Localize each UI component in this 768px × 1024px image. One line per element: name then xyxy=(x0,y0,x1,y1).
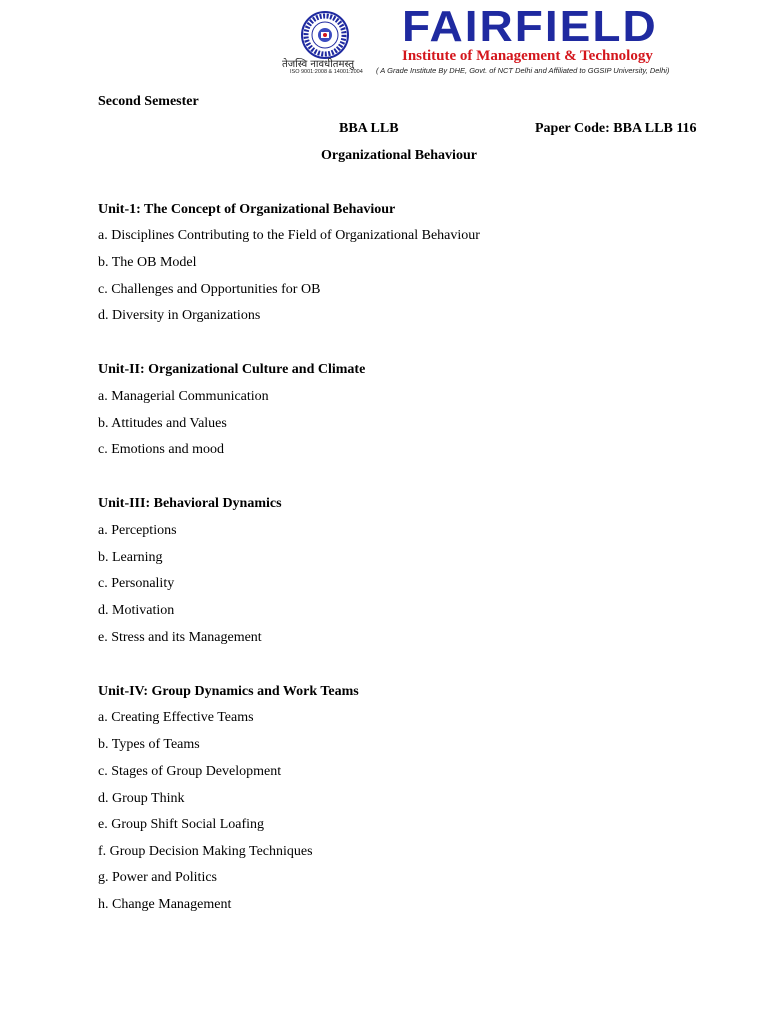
unit-item: b. Types of Teams xyxy=(98,737,200,752)
unit-item: h. Change Management xyxy=(98,897,232,912)
unit-item: c. Emotions and mood xyxy=(98,442,224,457)
unit-item: e. Group Shift Social Loafing xyxy=(98,817,265,832)
institute-seal-icon xyxy=(300,10,350,60)
unit-item: b. Attitudes and Values xyxy=(98,416,227,431)
unit-item: c. Challenges and Opportunities for OB xyxy=(98,282,321,297)
unit-item: b. The OB Model xyxy=(98,255,197,270)
unit-item: a. Creating Effective Teams xyxy=(98,710,254,725)
paper-code: Paper Code: BBA LLB 116 xyxy=(535,121,697,136)
unit-heading: Unit-III: Behavioral Dynamics xyxy=(98,496,282,511)
unit-heading: Unit-1: The Concept of Organizational Behaviour xyxy=(98,202,396,217)
unit-heading: Unit-II: Organizational Culture and Climate xyxy=(98,362,366,377)
unit-item: d. Motivation xyxy=(98,603,175,618)
unit-item: e. Stress and its Management xyxy=(98,630,262,645)
unit-item: d. Group Think xyxy=(98,791,185,806)
iso-certification: ISO 9001:2008 & 14001:2004 xyxy=(290,69,363,75)
unit-item: g. Power and Politics xyxy=(98,870,217,885)
unit-item: c. Stages of Group Development xyxy=(98,764,282,779)
institute-motto: तेजस्वि नावधीतमस्तु xyxy=(282,59,355,70)
unit-item: b. Learning xyxy=(98,550,163,565)
institute-brand: FAIRFIELD xyxy=(402,1,658,51)
unit-item: a. Disciplines Contributing to the Field of Organizational Behaviour xyxy=(98,228,480,243)
institute-grade-line: ( A Grade Institute By DHE, Govt. of NCT Delhi and Affiliated to GGSIP University, Delhi) xyxy=(376,66,670,75)
unit-item: a. Managerial Communication xyxy=(98,389,269,404)
institute-subtitle: Institute of Management & Technology xyxy=(402,48,653,64)
unit-item: f. Group Decision Making Techniques xyxy=(98,844,313,859)
unit-heading: Unit-IV: Group Dynamics and Work Teams xyxy=(98,684,359,699)
unit-item: a. Perceptions xyxy=(98,523,177,538)
subject-title: Organizational Behaviour xyxy=(321,148,477,163)
program-label: BBA LLB xyxy=(339,121,399,136)
semester-label: Second Semester xyxy=(98,94,199,109)
letterhead xyxy=(280,1,720,80)
unit-item: c. Personality xyxy=(98,576,175,591)
unit-item: d. Diversity in Organizations xyxy=(98,308,261,323)
